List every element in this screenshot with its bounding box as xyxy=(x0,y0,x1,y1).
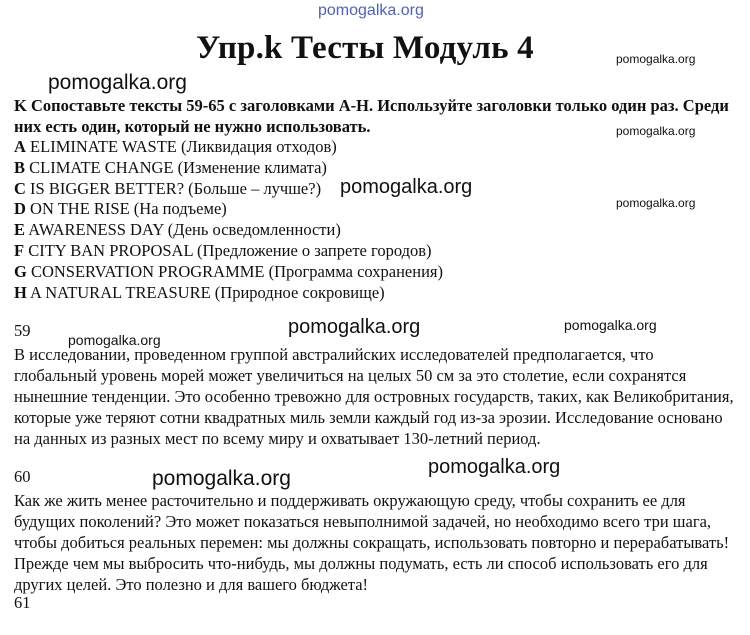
text-number-61: 61 xyxy=(14,593,31,612)
watermark: pomogalka.org xyxy=(564,317,657,333)
heading-item: A ELIMINATE WASTE (Ликвидация отходов) xyxy=(14,137,337,156)
watermark: pomogalka.org xyxy=(616,52,696,66)
heading-item: C IS BIGGER BETTER? (Больше – лучше?) xyxy=(14,178,322,198)
watermark: pomogalka.org xyxy=(616,124,696,138)
watermark: pomogalka.org xyxy=(68,332,161,348)
heading-item: H A NATURAL TREASURE (Природное сокровище) xyxy=(14,282,385,302)
page-title: Упр.k Тесты Модуль 4 xyxy=(196,30,534,66)
headings-list xyxy=(14,137,714,303)
heading-item: G CONSERVATION PROGRAMME (Программа сохранения) xyxy=(14,261,443,281)
watermark: pomogalka.org xyxy=(428,456,561,478)
heading-item: E AWARENESS DAY (День осведомленности) xyxy=(14,220,341,240)
watermark: pomogalka.org xyxy=(616,196,696,210)
watermark: pomogalka.org xyxy=(152,467,291,490)
watermark: pomogalka.org xyxy=(48,71,187,94)
heading-item: B CLIMATE CHANGE (Изменение климата) xyxy=(14,157,327,177)
watermark: pomogalka.org xyxy=(340,176,473,198)
text-body-59: В исследовании, проведенном группой австралийских исследователей предполагается, что глобальный уровень морей может увеличиться на целых 50 см за это столетие, если сохранятся нынешние тенденции. Это особенно тревожно для островных государств, таких, как Великобритания, которые уже теряют сотни квадратных миль земли каждый год из-за эрозии. Исследование основано на данных из разных мест по всему миру и охватывает 130-летний период. xyxy=(14,345,734,448)
text-number-59: 59 xyxy=(14,321,31,340)
heading-item: F CITY BAN PROPOSAL (Предложение о запрете городов) xyxy=(14,240,432,260)
heading-item: D ON THE RISE (На подъеме) xyxy=(14,199,227,219)
watermark-top: pomogalka.org xyxy=(318,2,424,19)
watermark: pomogalka.org xyxy=(288,316,421,338)
task-instruction: K Сопоставьте тексты 59-65 с заголовками A-H. Используйте заголовки только один раз. Среди них есть один, который не нужно использовать. xyxy=(14,96,729,136)
text-body-60: Как же жить менее расточительно и поддерживать окружающую среду, чтобы сохранить ее для будущих поколений? Это может показаться невыполнимой задачей, но необходимо всего три шага, чтобы добиться реальных перемен: мы должны сокращать, использовать повторно и перерабатывать! Прежде чем мы выбросить что-нибудь, мы должны подумать, есть ли способ использовать его для других целей. Это полезно и для вашего бюджета! xyxy=(14,491,730,594)
text-number-60: 60 xyxy=(14,467,31,486)
